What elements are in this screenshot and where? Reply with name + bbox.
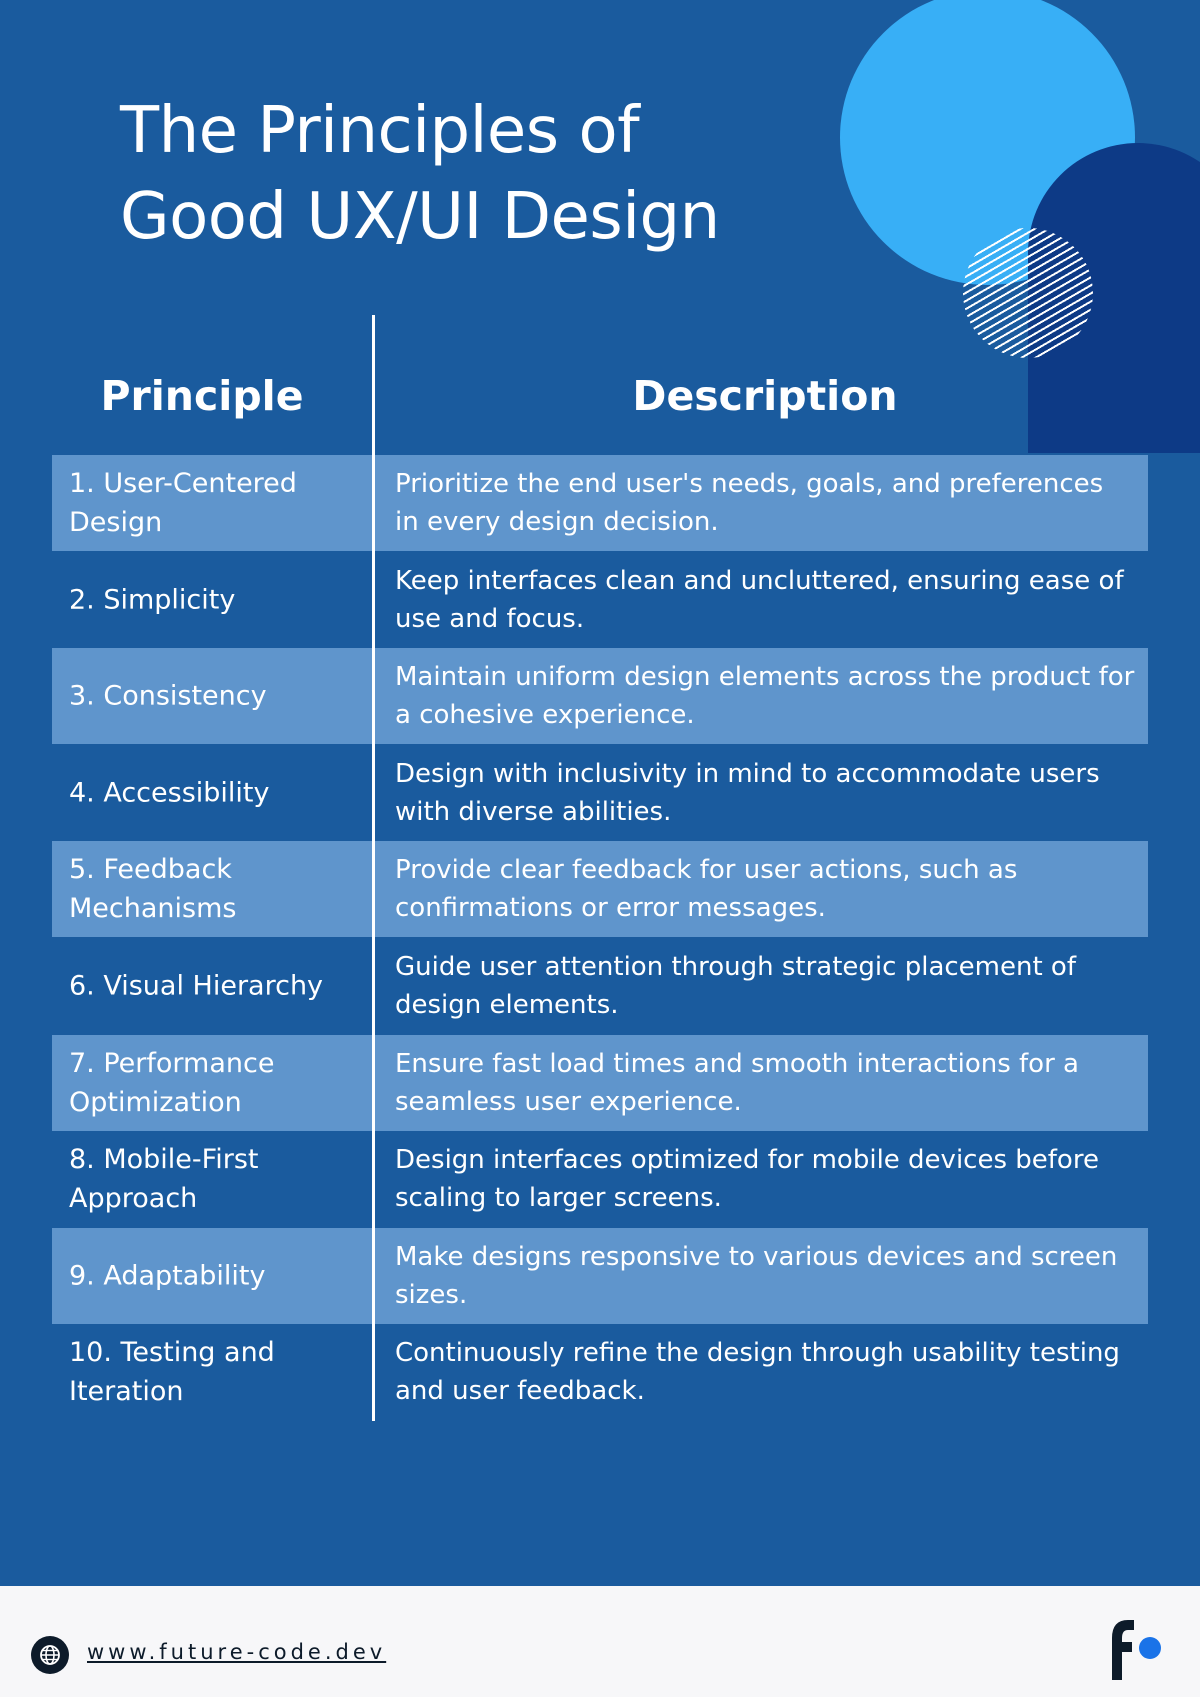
title-line-2: Good UX/UI Design — [120, 180, 720, 254]
globe-icon — [31, 1636, 69, 1674]
description-cell: Provide clear feedback for user actions, such as confirmations or error messages. — [395, 855, 1018, 923]
table-row — [52, 455, 1148, 551]
decorative-striped-circle — [963, 228, 1093, 358]
principle-cell: 1. User-Centered Design — [69, 468, 297, 538]
principle-cell: 2. Simplicity — [69, 584, 236, 616]
description-cell: Design with inclusivity in mind to accommodate users with diverse abilities. — [395, 759, 1100, 827]
principle-cell: 5. Feedback Mechanisms — [69, 854, 237, 924]
website-link[interactable]: www.future-code.dev — [87, 1640, 387, 1664]
table-row — [52, 648, 1148, 744]
principle-cell: 8. Mobile-First Approach — [69, 1144, 259, 1214]
future-code-logo-icon — [1088, 1610, 1168, 1682]
description-cell: Keep interfaces clean and uncluttered, ensuring ease of use and focus. — [395, 566, 1124, 634]
page-title — [120, 88, 820, 260]
table-row — [52, 745, 1148, 841]
header-description: Description — [632, 372, 898, 420]
principle-cell: 3. Consistency — [69, 680, 267, 712]
table-row — [52, 841, 1148, 937]
description-cell: Prioritize the end user's needs, goals, and preferences in every design decision. — [395, 469, 1104, 537]
description-cell: Make designs responsive to various devices and screen sizes. — [395, 1242, 1118, 1310]
description-cell: Continuously refine the design through usability testing and user feedback. — [395, 1338, 1120, 1406]
table-row — [52, 552, 1148, 648]
description-cell: Ensure fast load times and smooth interactions for a seamless user experience. — [395, 1049, 1079, 1117]
description-cell: Design interfaces optimized for mobile devices before scaling to larger screens. — [395, 1145, 1099, 1213]
principle-cell: 9. Adaptability — [69, 1260, 266, 1292]
description-cell: Guide user attention through strategic placement of design elements. — [395, 952, 1076, 1020]
principle-cell: 10. Testing and Iteration — [69, 1337, 275, 1407]
table-row — [52, 1131, 1148, 1227]
title-line-1: The Principles of — [120, 94, 640, 168]
table-row — [52, 938, 1148, 1034]
table-row — [52, 1035, 1148, 1131]
principle-cell: 6. Visual Hierarchy — [69, 970, 324, 1002]
column-divider — [372, 315, 375, 1421]
table-row — [52, 1228, 1148, 1324]
description-cell: Maintain uniform design elements across the product for a cohesive experience. — [395, 662, 1135, 730]
principle-cell: 4. Accessibility — [69, 777, 270, 809]
header-principle: Principle — [100, 372, 304, 420]
principle-cell: 7. Performance Optimization — [69, 1048, 275, 1118]
table-row — [52, 1324, 1148, 1420]
